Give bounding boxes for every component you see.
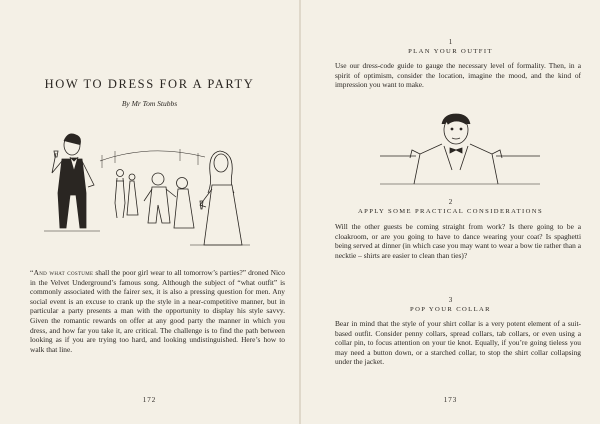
section-heading: APPLY SOME PRACTICAL CONSIDERATIONS [357,208,544,215]
byline: By Mr Tom Stubbs [121,99,178,108]
page-number-right: 173 [443,396,458,404]
article-title: HOW TO DRESS FOR A PARTY [44,77,255,91]
section-body: Bear in mind that the style of your shirt collar is a very potent element of a suit-based outfit. Consider penny collars, spread collars, tab collars, or even using a collar pin, to focus attention on your tie knot. Equally, if you’re going tieless you may need a button down, or a starched collar, to stop the shirt collar collapsing under the jacket. [335,319,581,367]
section-number: 1 [448,38,453,46]
lead-in: “And what costume [30,268,94,277]
section-heading: PLAN YOUR OUTFIT [408,48,493,55]
section-heading: POP YOUR COLLAR [410,306,491,313]
intro-text: shall the poor girl wear to all tomorrow’s parties?” droned Nico in the Velvet Underground’s famous song. Although the subject of “what outfit” is commonly associated with the fairer sex, it is also a pressing question for men. Any social event is an excuse to crank up the style in a near-competitive manner, but in particular a party presents a man with the opportunity to display his style savvy. Given the romantic rewards on offer at any good party the manner in which you dress, and how far you take it, are critical. The challenge is to find the path between looking as if you are trying too hard, and looking undistinguished. Here’s how to walk that line. [30,268,286,354]
party-illustration [40,123,255,248]
section-number: 2 [448,198,453,206]
section-body: Will the other guests be coming straight from work? Is there going to be a cloakroom, or are you going to have to dance wearing your coat? Is spaghetti being served at dinner (in which case you may want to wear a bow tie rather than a necktie – shirts are easier to clean than ties)? [335,222,581,260]
section-body: Use our dress-code guide to gauge the necessary level of formality. Then, in a spirit of optimism, consider the location, imagine the mood, and the kind of impression you want to make. [335,61,581,90]
intro-paragraph [30,268,285,354]
left-page [0,0,299,424]
right-page [301,0,600,424]
waiter-illustration [380,110,540,190]
section-number: 3 [448,296,453,304]
page-number-left: 172 [142,396,157,404]
